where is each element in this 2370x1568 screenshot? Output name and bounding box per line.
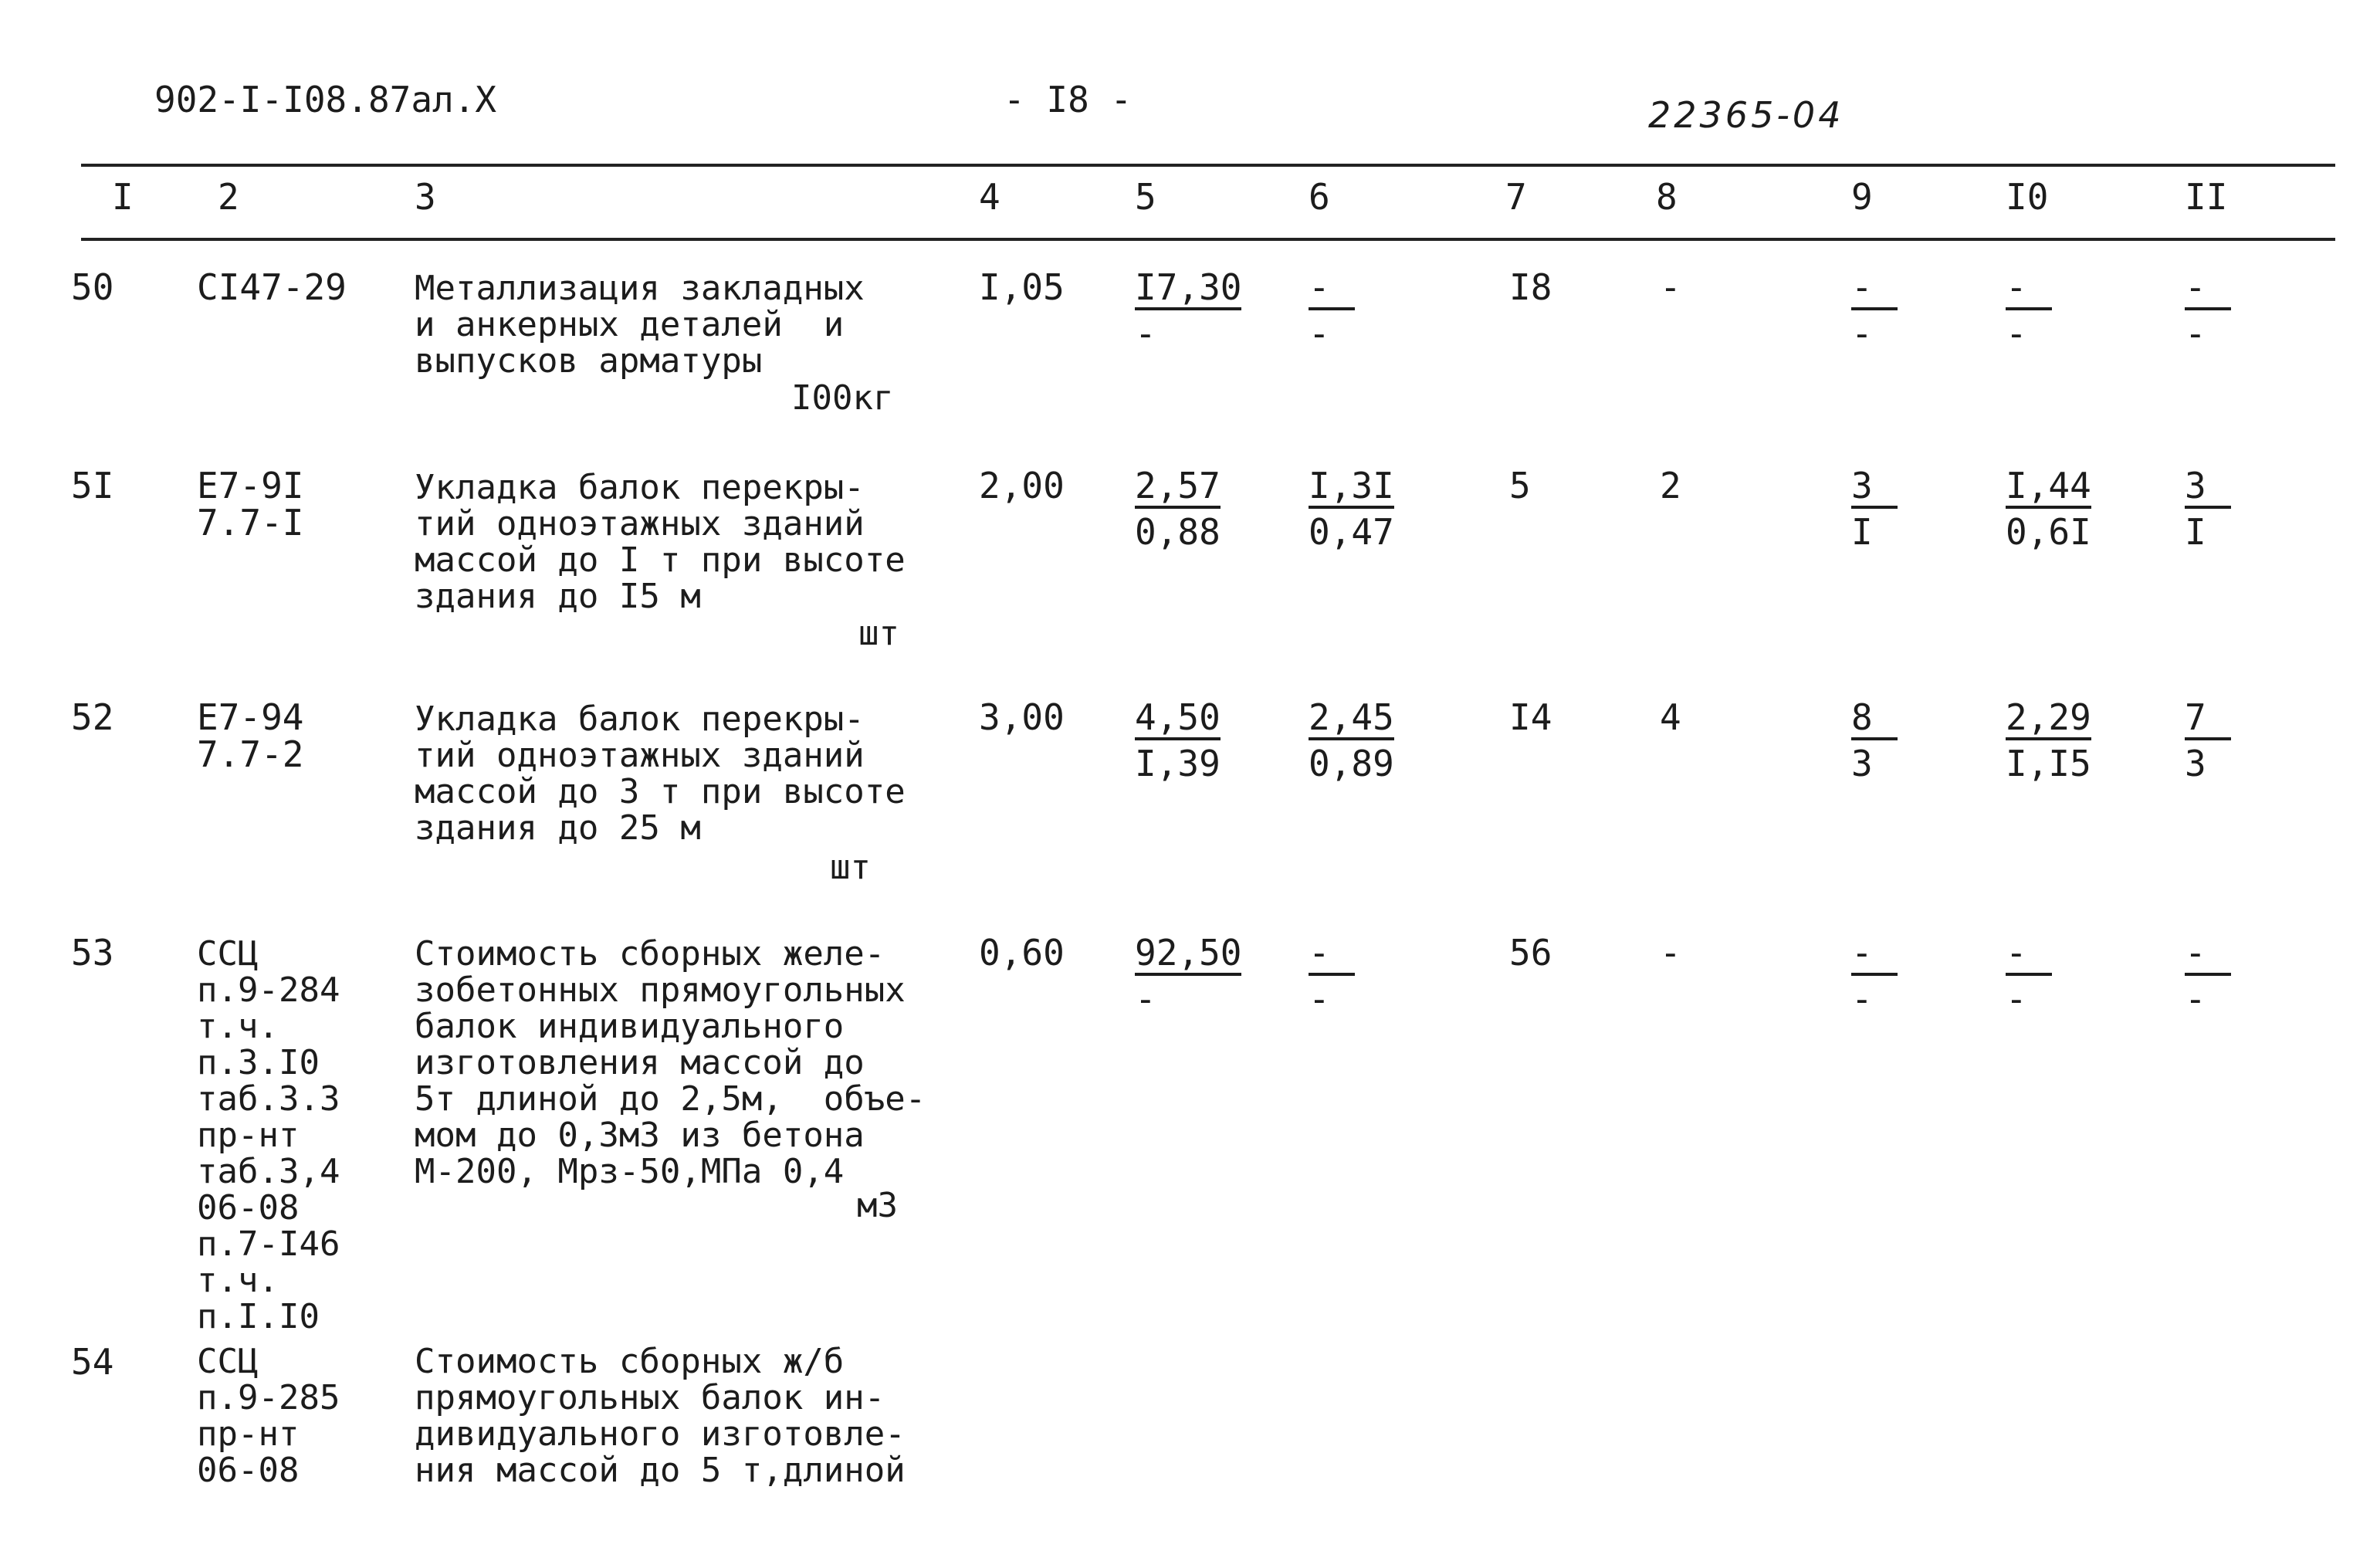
work-description: Стоимость сборных ж/б прямоугольных балок ин- дивидуального изготовле- ния массой до 5 т,длиной <box>415 1342 906 1490</box>
work-description: Укладка балок перекры- тий одноэтажных зданий массой до 3 т при высоте здания до 25 м <box>415 699 906 848</box>
labor-value: 5 <box>1509 465 1531 506</box>
norm-code: ССЦ п.9-284 т.ч. п.3.I0 таб.3.3 пр-нт таб.3,4 06-08 п.7-I46 т.ч. п.I.I0 <box>197 934 340 1336</box>
fraction-cell: $\frac{2,45}{0,89}$ <box>1309 696 1394 784</box>
labor-value: I4 <box>1509 696 1552 738</box>
fraction-cell: - - <box>1851 934 1898 1018</box>
col-header: 3 <box>415 176 436 218</box>
row-number: 53 <box>71 932 114 974</box>
col-header: 9 <box>1851 176 1873 218</box>
table-top-rule <box>81 164 2335 167</box>
col-header: I0 <box>2006 176 2049 218</box>
col-header: 5 <box>1135 176 1156 218</box>
quantity: 0,60 <box>979 932 1065 974</box>
unit-label: I00кг <box>791 378 894 418</box>
norm-code: CI47-29 <box>197 266 347 308</box>
fraction-cell: $\frac{I,3I}{0,47}$ <box>1309 465 1394 553</box>
col-header: II <box>2185 176 2228 218</box>
col-header: 2 <box>218 176 239 218</box>
quantity: I,05 <box>979 266 1065 308</box>
archive-number: 22365-04 <box>1648 94 1844 136</box>
col-header: 8 <box>1656 176 1678 218</box>
machine-value: - <box>1660 266 1681 308</box>
row-number: 54 <box>71 1341 114 1383</box>
work-description: Укладка балок перекры- тий одноэтажных зданий массой до I т при высоте здания до I5 м <box>415 468 906 616</box>
fraction-cell: $\frac{3}{I}$ <box>1851 467 1898 550</box>
machine-value: - <box>1660 932 1681 974</box>
fraction-cell: - - <box>1309 269 1355 352</box>
fraction-cell: $\frac{2,29}{I,I5}$ <box>2006 696 2091 784</box>
norm-code: E7-94 7.7-2 <box>197 696 304 775</box>
quantity: 3,00 <box>979 696 1065 738</box>
fraction-cell: $\frac{8}{3}$ <box>1851 699 1898 782</box>
fraction-cell: - - <box>2185 934 2231 1018</box>
page-number: - I8 - <box>1004 79 1133 120</box>
fraction-cell: I7,30 - <box>1135 266 1242 354</box>
fraction-cell: $\frac{I,44}{0,6I}$ <box>2006 465 2091 553</box>
fraction-cell: $\frac{4,50}{I,39}$ <box>1135 696 1221 784</box>
unit-label: шт <box>830 848 871 887</box>
machine-value: 2 <box>1660 465 1681 506</box>
header-bottom-rule <box>81 238 2335 241</box>
row-number: 52 <box>71 696 114 738</box>
fraction-cell: - - <box>2006 269 2052 352</box>
labor-value: I8 <box>1509 266 1552 308</box>
col-header: I <box>112 176 134 218</box>
col-header: 4 <box>979 176 1000 218</box>
work-description: Стоимость сборных желе- зобетонных прямоугольных балок индивидуального изготовления массой до 5т длиной до 2,5м, объе- мом до 0,3м3 из бетона М-200, Мрз-50,МПа 0,4 <box>415 934 926 1191</box>
col-header: 7 <box>1505 176 1527 218</box>
machine-value: 4 <box>1660 696 1681 738</box>
unit-label: шт <box>858 614 899 653</box>
col-header: 6 <box>1309 176 1330 218</box>
row-number: 5I <box>71 465 114 506</box>
fraction-cell: - - <box>1851 269 1898 352</box>
work-description: Металлизация закладных и анкерных деталей и выпусков арматуры <box>415 269 865 381</box>
fraction-cell: $\frac{3}{I}$ <box>2185 467 2231 550</box>
unit-label: м3 <box>857 1186 898 1225</box>
fraction-cell: - - <box>2185 269 2231 352</box>
fraction-cell: $\frac{2,57}{0,88}$ <box>1135 465 1221 553</box>
fraction-cell: 92,50 - <box>1135 932 1242 1020</box>
fraction-cell: - - <box>2006 934 2052 1018</box>
norm-code: ССЦ п.9-285 пр-нт 06-08 <box>197 1342 340 1490</box>
quantity: 2,00 <box>979 465 1065 506</box>
labor-value: 56 <box>1509 932 1552 974</box>
norm-code: E7-9I 7.7-I <box>197 465 304 544</box>
row-number: 50 <box>71 266 114 308</box>
fraction-cell: $\frac{7}{3}$ <box>2185 699 2231 782</box>
fraction-cell: - - <box>1309 934 1355 1018</box>
document-code: 902-I-I08.87ал.X <box>154 79 497 120</box>
